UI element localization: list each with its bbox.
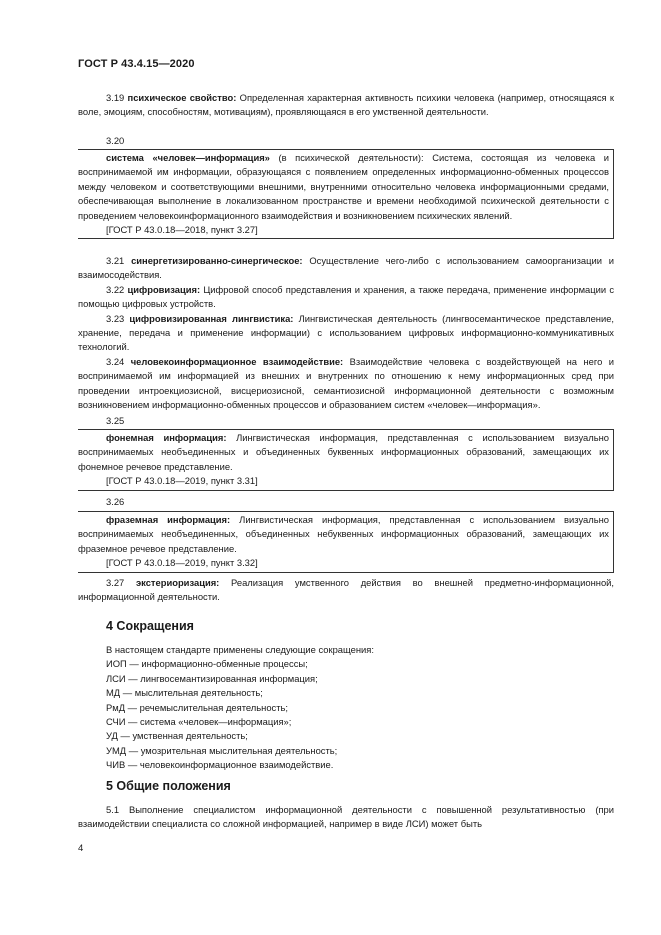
list-item: МД — мыслительная деятельность; (106, 687, 263, 699)
reference: [ГОСТ Р 43.0.18—2019, пункт 3.32] (106, 557, 258, 569)
term-3-21: 3.21 синергетизированно-синергическое: Осуществление чего-либо с использованием самоорганизации и взаимосодействия. (78, 255, 614, 281)
term-3-26-box: фраземная информация: Лингвистическая информация, представленная с использованием визуально воспринимаемых необъединенных, объединенных небуквенных информационных образований, замещающих их фраземное речевое представление. [ГОСТ Р 43.0.18—2019, пункт 3.32] (78, 511, 614, 573)
list-item: РмД — речемыслительная деятельность; (106, 701, 289, 713)
section-5-paragraph: 5.1 Выполнение специалистом информационной деятельности с повышенной результативностью (при взаимодействии специалиста со сложной информацией, например в виде ЛСИ) может быть (78, 804, 614, 830)
term-3-23: 3.23 цифровизированная лингвистика: Лингвистическая деятельность (лингвосемантическое представление, хранение, передача и применение информации) с использованием цифровых информационно-коммуникативных технологий. (78, 312, 615, 353)
term-3-24: 3.24 человекоинформационное взаимодействие: Взаимодействие человека с воздействующей на него и воспринимаемой им информацией из внешних и внутренних по отношению к нему информационных сред при проведении интроекциозисной, висцериозисной, семантиозисной информационной деятельности с возможным возникновением информационно-обменных процессов и образованием систем «человек—информация». (78, 355, 614, 411)
term-3-19: 3.19 психическое свойство: Определенная характерная активность психики человека (например, относящаяся к воле, эмоциям, способностям, мотивациям), проявляющаяся в его умственной деятельности. (78, 92, 614, 118)
reference: [ГОСТ Р 43.0.18—2018, пункт 3.27] (106, 224, 258, 236)
document-header: ГОСТ Р 43.4.15—2020 (78, 58, 195, 70)
term-3-26: 3.26 (106, 496, 125, 507)
section-5-title: 5 Общие положения (106, 779, 231, 793)
term-3-20: 3.20 (106, 135, 125, 146)
list-item: УД — умственная деятельность; (106, 730, 248, 742)
term-3-25-box: фонемная информация: Лингвистическая информация, представленная с использованием визуально воспринимаемых необъединенных и объединенных буквенных информационных образований, замещающих их фонемное речевое представление. [ГОСТ Р 43.0.18—2019, пункт 3.31] (78, 429, 614, 491)
list-item: СЧИ — система «человек—информация»; (106, 716, 292, 728)
section-5 (78, 779, 614, 793)
term-3-25: 3.25 (106, 415, 125, 426)
terms-3-21-to-3-24 (78, 254, 614, 412)
section-4-title: 4 Сокращения (106, 619, 194, 633)
page-number: 4 (78, 843, 84, 854)
reference: [ГОСТ Р 43.0.18—2019, пункт 3.31] (106, 475, 258, 487)
term-3-20-box: система «человек—информация» (в психической деятельности): Система, состоящая из человека и воспринимаемой им информации, образующаяся с появлением определенных информационно-обменных процессов между человеком и соответствующими внешними, внутренними относительно человека информационными средами, обеспечивающая выполнение в локализованном пространстве и времени необходимой психической деятельности с проведением человекоинформационного взаимодействия и возникновением психических явлений. [ГОСТ Р 43.0.18—2018, пункт 3.27] (78, 149, 614, 239)
section-4 (78, 619, 614, 633)
term-3-27: 3.27 экстериоризация: Реализация умственного действия во внешней предметно-информационной, информационной деятельности. (78, 577, 615, 603)
list-item: УМД — умозрительная мыслительная деятельность; (106, 744, 338, 756)
list-item: ЧИВ — человекоинформационное взаимодействие. (106, 759, 334, 771)
term-3-22: 3.22 цифровизация: Цифровой способ представления и хранения, а также передача, применение информации с помощью цифровых устройств. (78, 283, 615, 310)
list-item: ЛСИ — лингвосемантизированная информация; (106, 672, 318, 684)
list-item: ИОП — информационно-обменные процессы; (106, 658, 308, 670)
abbreviations-intro: В настоящем стандарте применены следующие сокращения: (106, 644, 374, 655)
abbreviations-list (78, 643, 614, 773)
